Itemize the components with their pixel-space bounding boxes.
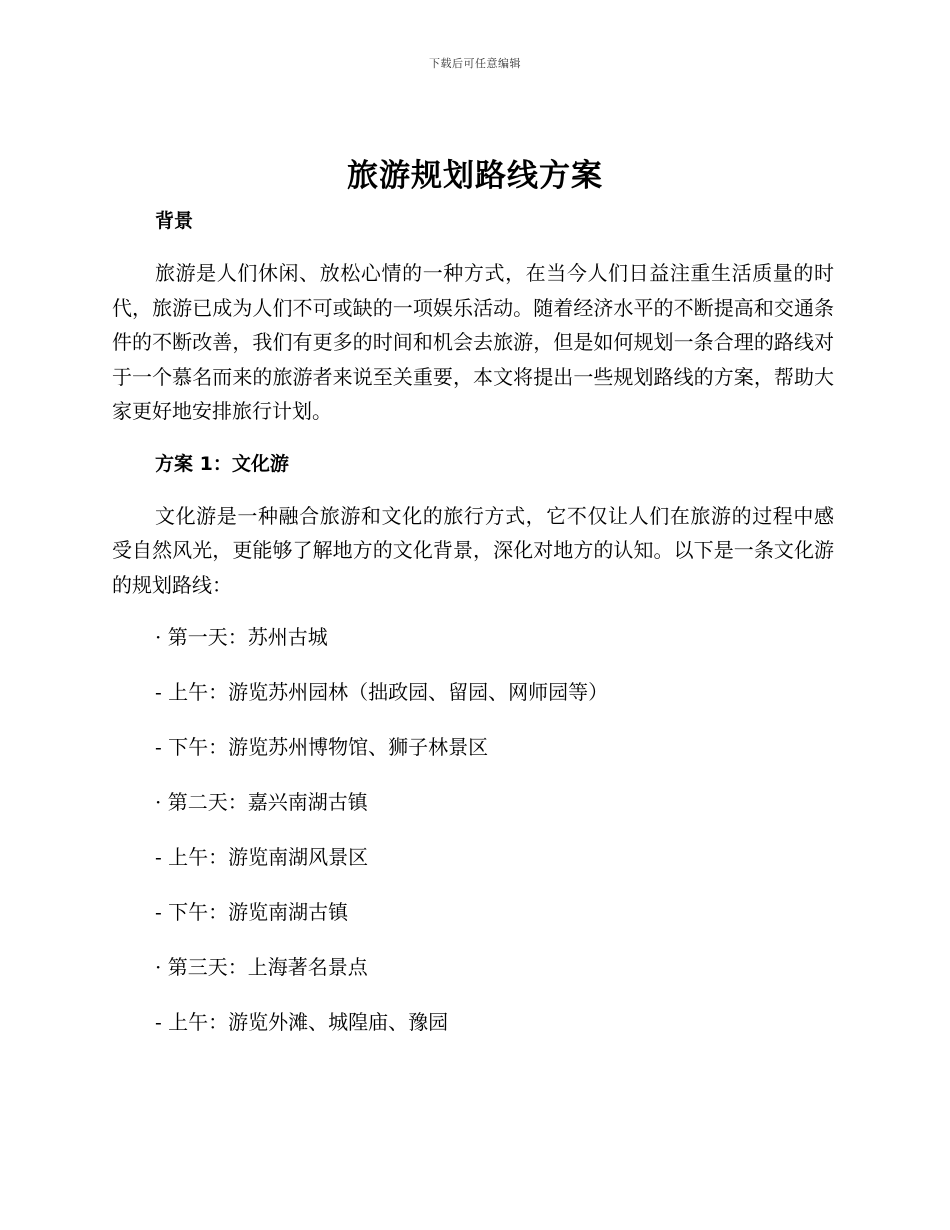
- document-title: 旅游规划路线方案: [347, 158, 603, 194]
- itinerary-day-1-afternoon: - 下午：游览苏州博物馆、狮子林景区: [155, 735, 489, 759]
- itinerary-day-1: · 第一天：苏州古城: [155, 625, 328, 649]
- section-heading-plan-1: 方案 1：文化游: [155, 452, 289, 475]
- itinerary-day-1-morning: - 上午：游览苏州园林（拙政园、留园、网师园等）: [155, 680, 609, 704]
- itinerary-day-2: · 第二天：嘉兴南湖古镇: [155, 790, 368, 814]
- header-note: 下载后可任意编辑: [429, 57, 521, 70]
- section-heading-background: 背景: [155, 210, 194, 232]
- plan-1-paragraph: 文化游是一种融合旅游和文化的旅行方式，它不仅让人们在旅游的过程中感受自然风光，更能够了解地方的文化背景，深化对地方的认知。以下是一条文化游的规划路线：: [112, 503, 834, 597]
- itinerary-day-3-morning: - 上午：游览外滩、城隍庙、豫园: [155, 1010, 449, 1034]
- itinerary-list: [112, 620, 834, 1060]
- itinerary-day-2-morning: - 上午：游览南湖风景区: [155, 845, 369, 869]
- itinerary-day-3: · 第三天：上海著名景点: [155, 955, 368, 979]
- document-body: [112, 200, 834, 1060]
- background-paragraph: 旅游是人们休闲、放松心情的一种方式，在当今人们日益注重生活质量的时代，旅游已成为人们不可或缺的一项娱乐活动。随着经济水平的不断提高和交通条件的不断改善，我们有更多的时间和机会去旅游，但是如何规划一条合理的路线对于一个慕名而来的旅游者来说至关重要，本文将提出一些规划路线的方案，帮助大家更好地安排旅行计划。: [112, 261, 834, 423]
- itinerary-day-2-afternoon: - 下午：游览南湖古镇: [155, 900, 349, 924]
